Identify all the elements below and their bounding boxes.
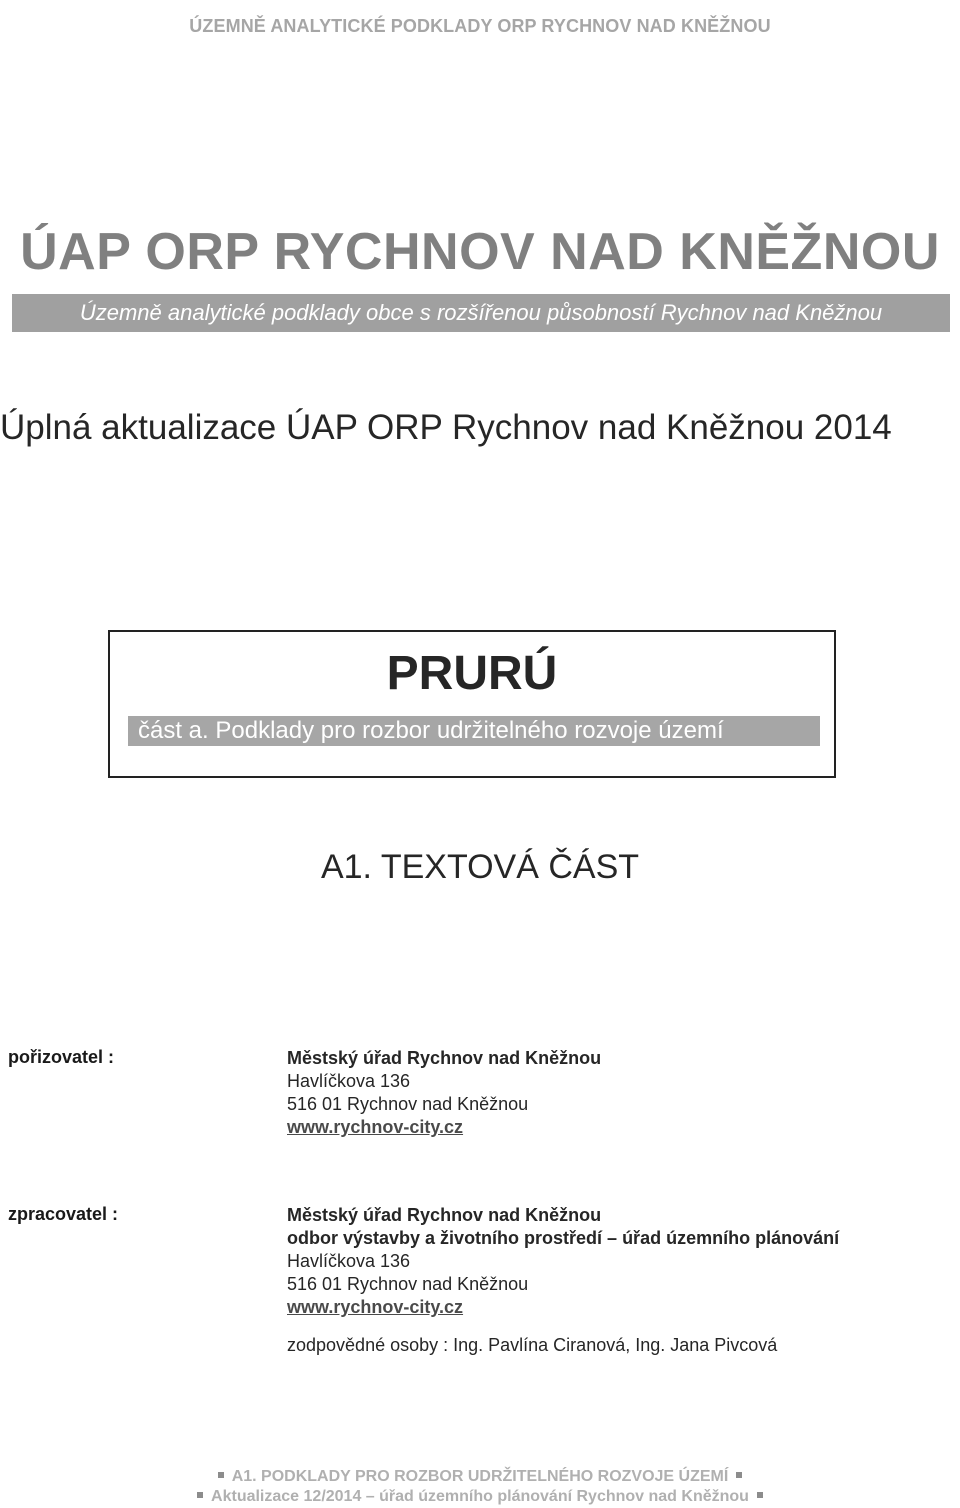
responsible-persons: zodpovědné osoby : Ing. Pavlína Ciranová, Ing. Jana Pivcová: [287, 1335, 778, 1355]
footer-text-2: Aktualizace 12/2014 – úřad územního plánování Rychnov nad Kněžnou: [211, 1488, 749, 1505]
footer-line-1: [0, 1468, 960, 1486]
procurer-street: Havlíčkova 136: [287, 1071, 411, 1091]
processor-department: odbor výstavby a životního prostředí – úřad územního plánování: [287, 1228, 840, 1248]
procurer-name: Městský úřad Rychnov nad Kněžnou: [287, 1048, 602, 1068]
procurer-web-link[interactable]: www.rychnov-city.cz: [287, 1117, 464, 1137]
prur-part-label: část a. Podklady pro rozbor udržitelného rozvoje území: [128, 716, 820, 746]
processor-label: zpracovatel :: [8, 1204, 119, 1224]
section-title: A1. TEXTOVÁ ČÁST: [320, 848, 640, 886]
update-title: Úplná aktualizace ÚAP ORP Rychnov nad Kněžnou 2014: [0, 408, 892, 447]
processor-web-link[interactable]: www.rychnov-city.cz: [287, 1297, 464, 1317]
processor-block: [287, 1204, 839, 1319]
processor-street: Havlíčkova 136: [287, 1251, 411, 1271]
bullet-square-icon: [197, 1492, 203, 1498]
procurer-city: 516 01 Rychnov nad Kněžnou: [287, 1094, 529, 1114]
footer-line-2: [0, 1488, 960, 1506]
prur-heading: PRURÚ: [386, 647, 558, 700]
processor-city: 516 01 Rychnov nad Kněžnou: [287, 1274, 529, 1294]
bullet-square-icon: [736, 1472, 742, 1478]
running-header: ÚZEMNĚ ANALYTICKÉ PODKLADY ORP RYCHNOV NAD KNĚŽNOU: [189, 16, 771, 36]
bullet-square-icon: [218, 1472, 224, 1478]
subtitle-bar: [12, 294, 950, 332]
subtitle-text: Územně analytické podklady obce s rozšířenou působností Rychnov nad Kněžnou: [79, 300, 883, 325]
main-title: ÚAP ORP RYCHNOV NAD KNĚŽNOU: [20, 223, 940, 281]
procurer-block: [287, 1047, 601, 1139]
processor-name: Městský úřad Rychnov nad Kněžnou: [287, 1205, 602, 1225]
footer-text-1: A1. PODKLADY PRO ROZBOR UDRŽITELNÉHO ROZVOJE ÚZEMÍ: [231, 1468, 729, 1485]
prur-box: [108, 630, 836, 778]
bullet-square-icon: [757, 1492, 763, 1498]
procurer-label: pořizovatel :: [8, 1047, 115, 1067]
